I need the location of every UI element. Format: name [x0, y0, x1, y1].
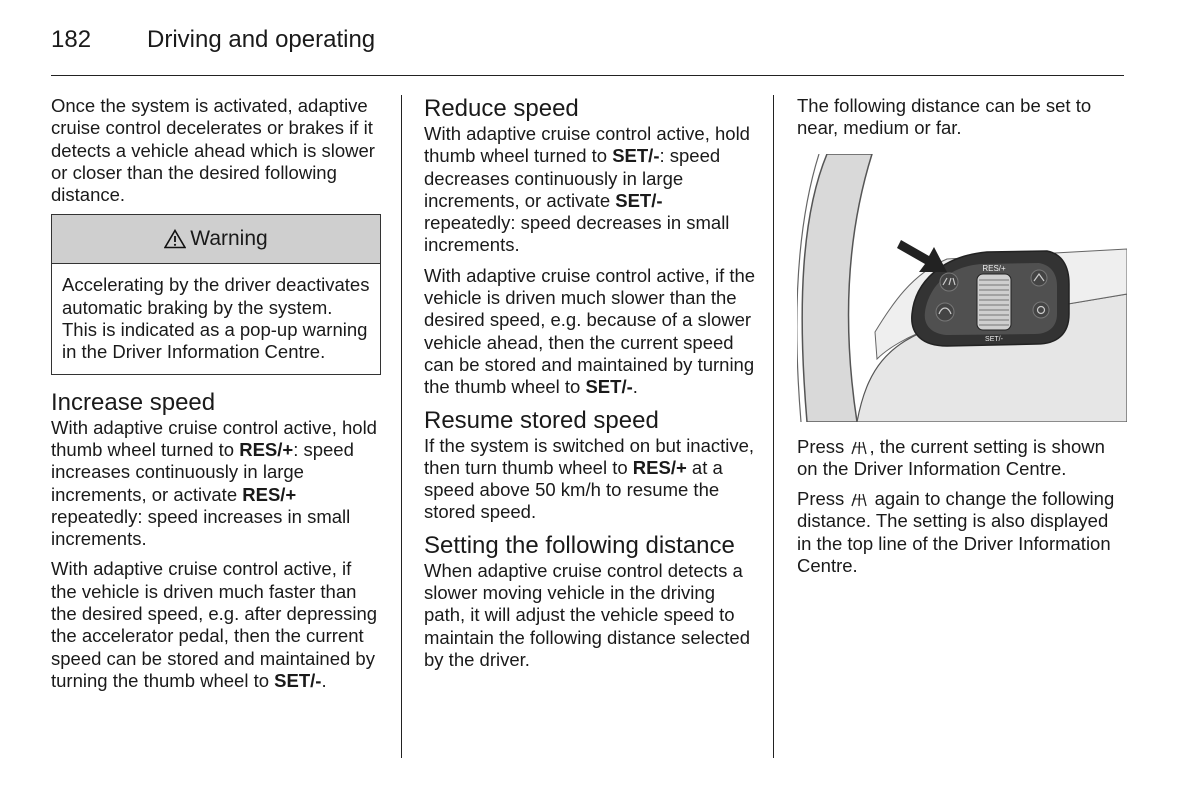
column-middle [424, 95, 759, 679]
heading-reduce-speed: Reduce speed [424, 95, 579, 122]
heading-increase-speed: Increase speed [51, 388, 216, 416]
steering-wheel-illustration [797, 154, 1127, 422]
svg-text:SET/-: SET/- [985, 335, 1003, 343]
warning-header [52, 215, 380, 264]
warning-title: Warning [190, 227, 268, 251]
resume-paragraph: If the system is switched on but inactive, then turn thumb wheel to RES/+ at a speed above 50 km/h to resume the stored speed. [424, 434, 755, 523]
warning-box [51, 214, 381, 374]
page-number: 182 [51, 26, 92, 53]
column-divider [401, 95, 402, 758]
following-distance-icon [849, 491, 869, 507]
column-right [797, 95, 1127, 585]
reduce-paragraph-1: With adaptive cruise control active, hold thumb wheel turned to SET/-: speed decreases continuously in large increments, or activate SET/- repeatedly: speed decreases in small increments. [424, 123, 750, 256]
section-title: Driving and operating [147, 26, 376, 53]
column-left [51, 95, 381, 700]
press-paragraph-2: Press again to change the following distance. The setting is also displayed in the top line of the Driver Information Centre. [797, 488, 1115, 577]
distance-intro: The following distance can be set to near, medium or far. [797, 95, 1092, 139]
page-header [51, 26, 375, 56]
warning-text: Accelerating by the driver deactivates automatic braking by the system. This is indicated as a pop-up warning in the Driver Information Centre. [62, 274, 370, 363]
increase-paragraph-2: With adaptive cruise control active, if the vehicle is driven much faster than the desired speed, e.g. after depressing the accelerator pedal, then the current speed can be stored and maintained by turning the thumb wheel to SET/-. [51, 558, 378, 691]
increase-paragraph-1: With adaptive cruise control active, hold thumb wheel turned to RES/+: speed increases continuously in large increments, or activate RES/+ repeatedly: speed increases in small increments. [51, 416, 377, 550]
svg-text:RES/+: RES/+ [982, 263, 1006, 273]
reduce-paragraph-2: With adaptive cruise control active, if the vehicle is driven much slower than the desired speed, e.g. because of a slower vehicle ahead, then the current speed can be stored and maintained by turning the thumb wheel to SET/-. [424, 264, 756, 398]
distance-paragraph: When adaptive cruise control detects a slower moving vehicle in the driving path, it will adjust the vehicle speed to maintain the following distance selected by the driver. [424, 559, 750, 670]
heading-resume-speed: Resume stored speed [424, 406, 659, 434]
warning-triangle-icon [164, 229, 186, 249]
following-distance-icon [849, 439, 869, 455]
header-rule [51, 75, 1124, 76]
heading-following-distance: Setting the following distance [424, 531, 735, 559]
column-divider [773, 95, 774, 758]
press-paragraph-1: Press , the current setting is shown on the Driver Information Centre. [797, 435, 1105, 479]
intro-paragraph: Once the system is activated, adaptive cruise control decelerates or brakes if it detects a vehicle ahead which is slower or closer than the desired following distance. [51, 95, 375, 206]
